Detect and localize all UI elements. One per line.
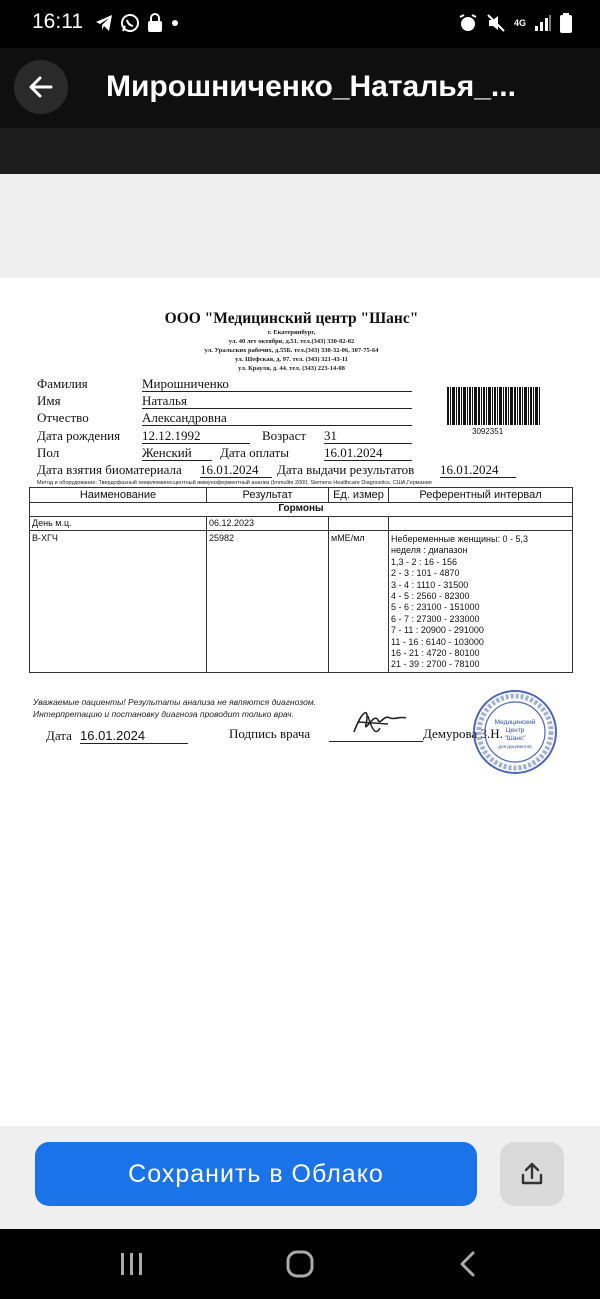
svg-text:Медицинский: Медицинский <box>494 719 536 726</box>
name-label: Имя <box>37 393 61 408</box>
age-value: 31 <box>324 428 412 444</box>
dob-value: 12.12.1992 <box>142 428 250 444</box>
row-result: 06.12.2023 <box>209 518 255 528</box>
payment-date: 16.01.2024 <box>324 445 412 461</box>
reference-line: 5 - 6 : 23100 - 151000 <box>391 602 480 613</box>
age-label: Возраст <box>262 428 307 443</box>
toolbar-strip <box>0 128 600 174</box>
barcode <box>447 387 540 425</box>
alarm-icon <box>458 13 478 33</box>
signature-image <box>348 702 410 742</box>
telegram-icon <box>94 13 114 33</box>
battery-icon <box>560 13 572 33</box>
section-title: Гормоны <box>278 503 324 514</box>
disclaimer-line: Интерпретацию и постановку диагноза проводит только врач. <box>33 709 294 719</box>
header-name: Наименование <box>79 489 157 501</box>
method-line: Метод и оборудование: Твердофазный хемилюминесцентный иммуноферментный анализ (Immulite 2000, Siemens Healthcare Diagnostics, США,Германия <box>37 480 432 486</box>
signature-label: Подпись врача <box>229 726 311 741</box>
network-type: 4G <box>513 18 526 28</box>
row-result: 25982 <box>209 533 235 543</box>
lock-icon <box>146 13 164 33</box>
reference-line: 11 - 16 : 6140 - 103000 <box>391 636 484 647</box>
seal-stamp <box>471 688 559 776</box>
system-nav-bar <box>0 1229 600 1299</box>
row-unit: мМЕ/мл <box>331 533 365 543</box>
result-date-label: Дата выдачи результатов <box>277 462 415 477</box>
signal-icon <box>534 14 552 32</box>
document-page <box>0 278 600 1126</box>
recent-apps-icon <box>118 1251 146 1277</box>
row-name: В-ХГЧ <box>32 533 58 543</box>
sample-date-label: Дата взятия биоматериала <box>37 462 182 477</box>
patronymic-value: Александровна <box>142 410 412 426</box>
sex-label: Пол <box>37 445 60 460</box>
results-table <box>29 487 573 673</box>
share-icon <box>518 1160 546 1188</box>
home-icon <box>285 1249 315 1279</box>
surname-label: Фамилия <box>37 376 88 391</box>
svg-text:для документов: для документов <box>498 744 532 749</box>
footer-date: 16.01.2024 <box>80 728 188 744</box>
dob-label: Дата рождения <box>37 428 121 443</box>
dot-icon <box>170 13 180 33</box>
reference-line: 3 - 4 : 1110 - 31500 <box>391 579 469 590</box>
header-unit: Ед. измер <box>333 489 384 501</box>
reference-line: неделя : диапазон <box>391 545 468 556</box>
reference-line: 2 - 3 : 101 - 4870 <box>391 568 460 579</box>
svg-text:Центр: Центр <box>505 727 525 734</box>
status-time: 16:11 <box>32 10 83 33</box>
sample-date: 16.01.2024 <box>200 462 272 478</box>
reference-line: 1,3 - 2 : 16 - 156 <box>391 556 458 567</box>
whatsapp-icon <box>120 13 140 33</box>
back-button[interactable] <box>14 60 68 114</box>
arrow-left-icon <box>27 73 55 101</box>
header-reference: Референтный интервал <box>419 489 542 501</box>
reference-line: 4 - 5 : 2560 - 82300 <box>391 591 470 602</box>
payment-label: Дата оплаты <box>220 445 289 460</box>
disclaimer-line: Уважаемые пациенты! Результаты анализа не являются диагнозом. <box>33 697 317 707</box>
barcode-number: 3092351 <box>472 427 504 436</box>
mute-icon <box>486 13 506 33</box>
chevron-left-icon <box>456 1250 480 1278</box>
address-line: ул. 40 лет октября, д.51. тел.(343) 330-02-02 <box>228 338 355 345</box>
reference-line: 21 - 39 : 2700 - 78100 <box>391 659 480 670</box>
reference-line: 16 - 21 : 4720 - 80100 <box>391 648 480 659</box>
bottom-action-bar <box>0 1126 600 1229</box>
doctor-name: Демурова З.Н. <box>423 726 503 741</box>
reference-interval <box>391 534 528 671</box>
footer-date-label: Дата <box>46 728 72 743</box>
sex-value: Женский <box>142 445 212 461</box>
name-value: Наталья <box>142 393 412 409</box>
address-line: г. Екатеринбург, <box>267 329 316 336</box>
surname-value: Мирошниченко <box>142 376 412 392</box>
address-line: ул. Шефская, д. 97. тел. (343) 321-43-11 <box>235 356 348 363</box>
org-name: ООО "Медицинский центр "Шанс" <box>164 310 419 327</box>
share-button[interactable] <box>500 1142 564 1206</box>
status-bar <box>0 0 600 48</box>
home-button[interactable] <box>280 1247 320 1281</box>
recent-apps-button[interactable] <box>112 1247 152 1281</box>
back-nav-button[interactable] <box>448 1247 488 1281</box>
address-line: ул. Уральских рабочих, д.55Б. тел.(343) 330-32-06, 307-75-64 <box>204 347 379 354</box>
patronymic-label: Отчество <box>37 410 89 425</box>
reference-line: Небеременные женщины: 0 - 5,3 <box>391 534 528 544</box>
address-line: ул. Крауля, д. 44. тел. (343) 223-14-08 <box>238 365 345 372</box>
app-bar <box>0 48 600 128</box>
save-to-cloud-button[interactable]: Сохранить в Облако <box>35 1142 477 1206</box>
header-result: Результат <box>242 489 293 501</box>
document-title: Мирошниченко_Наталья_... <box>106 70 516 103</box>
result-date: 16.01.2024 <box>440 462 516 478</box>
reference-line: 7 - 11 : 20900 - 291000 <box>391 625 484 636</box>
svg-text:"Шанс": "Шанс" <box>504 735 526 742</box>
row-name: День м.ц. <box>32 518 72 528</box>
reference-line: 6 - 7 : 27300 - 233000 <box>391 613 480 624</box>
document-viewer[interactable] <box>0 174 600 1126</box>
